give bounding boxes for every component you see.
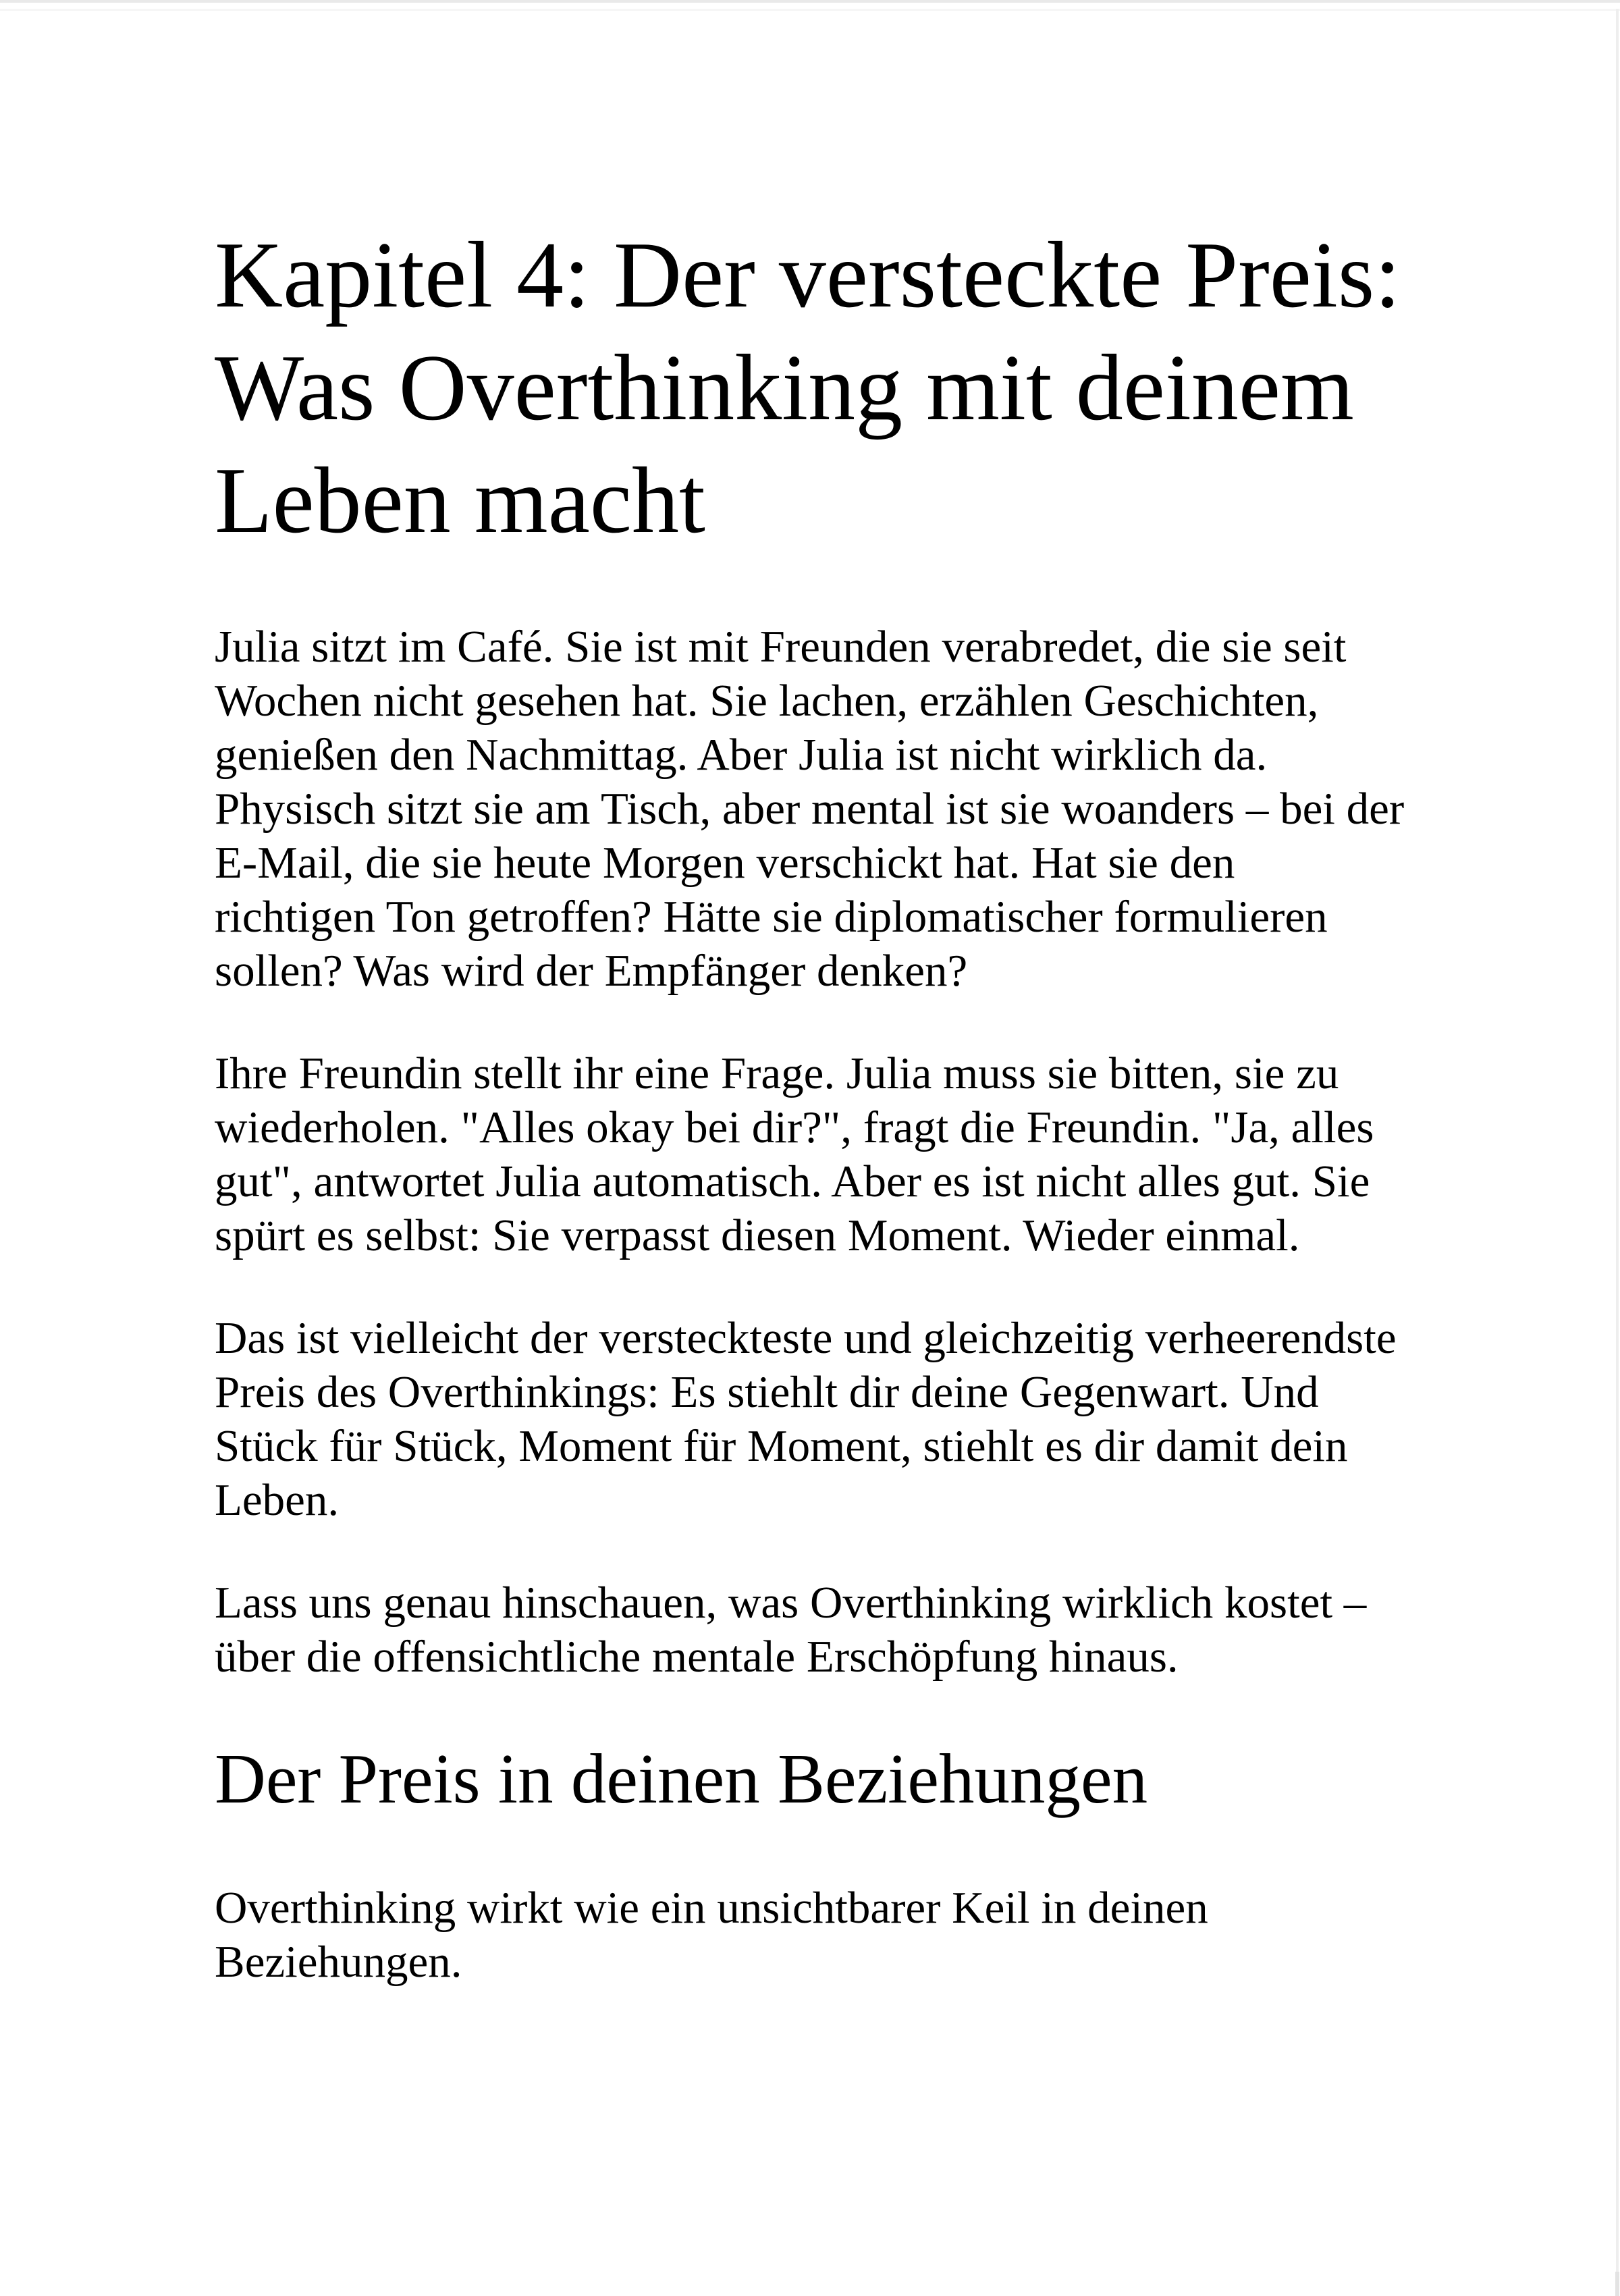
window-top-edge bbox=[0, 0, 1620, 3]
chapter-title: Kapitel 4: Der versteckte Preis: Was Overthinking mit deinem Leben macht bbox=[215, 223, 1401, 553]
paragraph: Lass uns genau hinschauen, was Overthinking wirklich kostet – über die offensichtliche mentale Erschöpfung hinaus. bbox=[215, 1578, 1367, 1682]
paragraph: Julia sitzt im Café. Sie ist mit Freunden verabredet, die sie seit Wochen nicht gesehen hat. Sie lachen, erzählen Geschichten, genießen den Nachmittag. Aber Julia ist nicht wirklich da. Physisch sitzt sie am Tisch, aber mental ist sie woanders – bei der E-Mail, die sie heute Morgen verschickt hat. Hat sie den richtigen Ton getroffen? Hätte sie diplomatischer formulieren sollen? Was wird der Empfänger denken? bbox=[215, 622, 1405, 996]
section-heading: Der Preis in deinen Beziehungen bbox=[215, 1739, 1148, 1818]
window-right-edge bbox=[1616, 9, 1619, 2296]
page-top-divider bbox=[0, 9, 1620, 11]
paragraph: Overthinking wirkt wie ein unsichtbarer Keil in deinen Beziehungen. bbox=[215, 1883, 1208, 1987]
window-bottom-right-edge bbox=[1615, 2272, 1619, 2296]
paragraph: Das ist vielleicht der versteckteste und gleichzeitig verheerendste Preis des Overthinkings: Es stiehlt dir deine Gegenwart. Und Stück für Stück, Moment für Moment, stiehlt es dir damit dein Leben. bbox=[215, 1313, 1397, 1525]
page-content bbox=[215, 219, 1405, 2037]
paragraph: Ihre Freundin stellt ihr eine Frage. Julia muss sie bitten, sie zu wiederholen. "Alles okay bei dir?", fragt die Freundin. "Ja, alles gut", antwortet Julia automatisch. Aber es ist nicht alles gut. Sie spürt es selbst: Sie verpasst diesen Moment. Wieder einmal. bbox=[215, 1048, 1374, 1260]
